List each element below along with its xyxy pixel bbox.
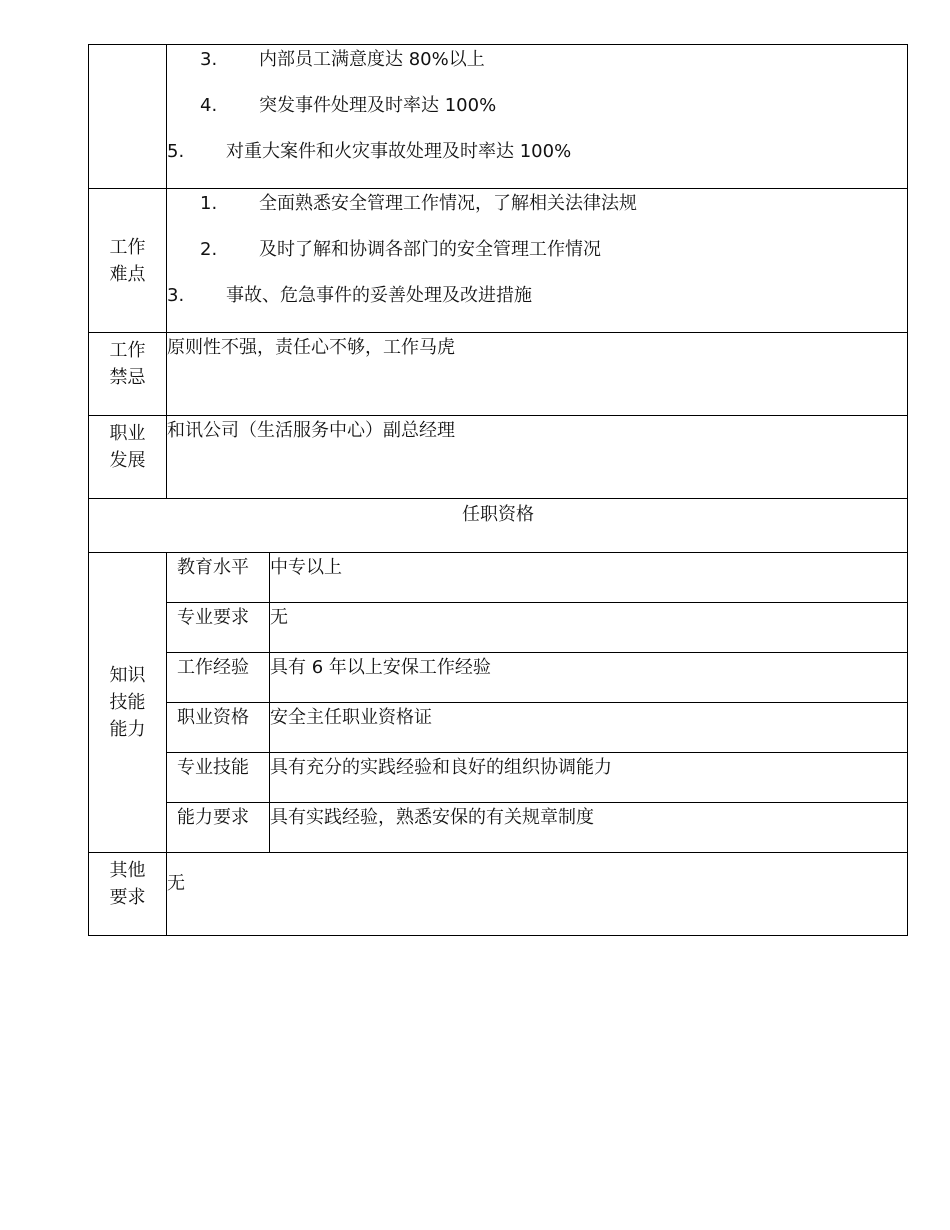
other-content: 无 [167,853,908,936]
qualification-value: 安全主任职业资格证 [270,703,908,753]
goals-content [167,45,908,189]
qualification-row [89,753,908,803]
taboos-content: 原则性不强，责任心不够，工作马虎 [167,333,908,416]
other-row [89,853,908,936]
qualification-value: 具有充分的实践经验和良好的组织协调能力 [270,753,908,803]
qualification-label: 专业要求 [167,603,270,653]
other-label: 其他要求 [89,853,167,936]
difficulty-item: 1. 全面熟悉安全管理工作情况，了解相关法律法规 [200,193,637,214]
qualification-value: 无 [270,603,908,653]
qualifications-title: 任职资格 [89,499,908,553]
qualification-value: 中专以上 [270,553,908,603]
difficulty-item: 2. 及时了解和协调各部门的安全管理工作情况 [200,239,601,260]
difficulties-row [89,189,908,333]
goal-item: 4. 突发事件处理及时率达 100% [200,95,497,116]
qualification-row [89,803,908,853]
qualification-row [89,703,908,753]
career-content: 和讯公司（生活服务中心）副总经理 [167,416,908,499]
qualification-row [89,653,908,703]
qualification-value: 具有 6 年以上安保工作经验 [270,653,908,703]
knowledge-skills-label: 知识技能能力 [89,553,167,853]
goals-label-cell [89,45,167,189]
goal-item: 5. 对重大案件和火灾事故处理及时率达 100% [167,141,572,162]
goal-item: 3. 内部员工满意度达 80%以上 [200,49,485,70]
taboos-row [89,333,908,416]
difficulty-item: 3. 事故、危急事件的妥善处理及改进措施 [167,285,532,306]
job-description-table [88,44,908,936]
qualification-value: 具有实践经验，熟悉安保的有关规章制度 [270,803,908,853]
difficulties-content [167,189,908,333]
difficulties-label: 工作难点 [89,189,167,333]
qualification-label: 专业技能 [167,753,270,803]
career-label: 职业发展 [89,416,167,499]
taboos-label: 工作禁忌 [89,333,167,416]
qualification-label: 职业资格 [167,703,270,753]
qualification-row [89,553,908,603]
goals-row [89,45,908,189]
qualification-label: 教育水平 [167,553,270,603]
qualifications-header-row [89,499,908,553]
career-row [89,416,908,499]
qualification-label: 工作经验 [167,653,270,703]
qualification-row [89,603,908,653]
qualification-label: 能力要求 [167,803,270,853]
